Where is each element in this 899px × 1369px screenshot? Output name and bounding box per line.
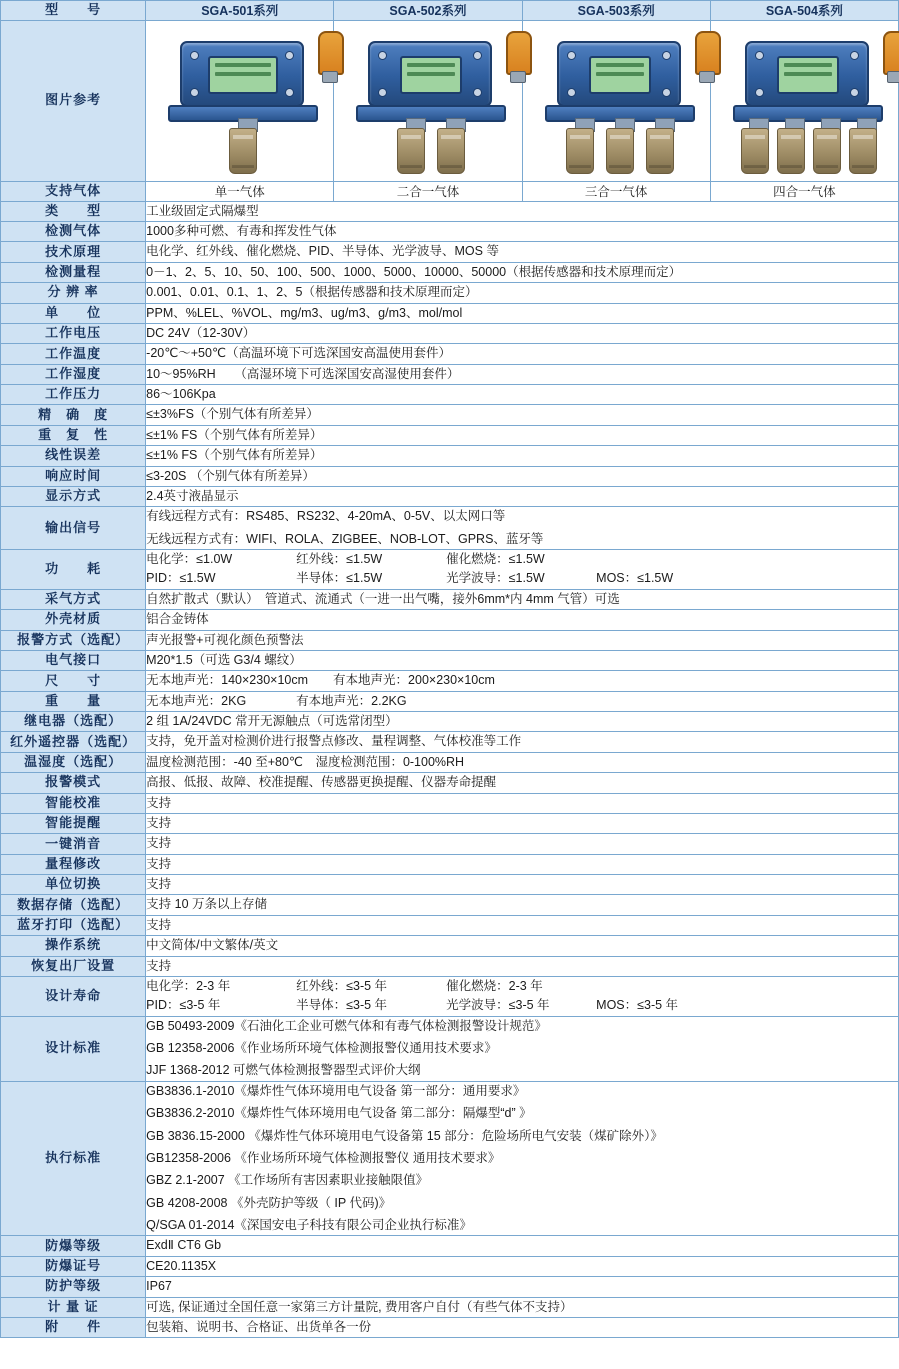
exec-standard-line: GB3836.2-2010《爆炸性气体环境用电气设备 第二部分：隔爆型“d” 》 <box>146 1106 532 1121</box>
row-label-exec-standard: 执行标准 <box>1 1081 146 1236</box>
row-value-accuracy: ≤±3%FS（个别气体有所差异） <box>146 405 899 425</box>
table-row <box>1 691 899 711</box>
row-value-explosion-proof-grade: ExdⅡ CT6 Gb <box>146 1236 899 1256</box>
row-label-working-temperature: 工作温度 <box>1 344 146 364</box>
row-value-size: 无本地声光：140×230×10cm 有本地声光：200×230×10cm <box>146 671 899 691</box>
row-value-temp-humidity-option: 温度检测范围：-40 至+80℃ 湿度检测范围：0-100%RH <box>146 752 899 772</box>
row-label-type: 类 型 <box>1 201 146 221</box>
model-502: SGA-502系列 <box>334 1 522 21</box>
row-value-weight: 无本地声光：2KG 有本地声光：2.2KG <box>146 691 899 711</box>
table-row <box>1 446 899 466</box>
row-value-accessories: 包装箱、说明书、合格证、出货单各一份 <box>146 1317 899 1337</box>
model-503: SGA-503系列 <box>522 1 710 21</box>
row-value-type: 工业级固定式隔爆型 <box>146 201 899 221</box>
row-label-image-reference: 图片参考 <box>1 20 146 181</box>
sensor-probe-icon <box>229 128 257 174</box>
row-value-detected-gas: 1000多种可燃、有毒和挥发性气体 <box>146 222 899 242</box>
row-value-design-lifetime <box>146 976 899 1016</box>
row-label-linear-error: 线性误差 <box>1 446 146 466</box>
table-row <box>1 486 899 506</box>
lifetime-pid: PID：≤3-5 年 <box>146 998 221 1013</box>
row-value-technology: 电化学、红外线、催化燃烧、PID、半导体、光学波导、MOS 等 <box>146 242 899 262</box>
power-line-2 <box>146 569 898 588</box>
table-row <box>1 589 899 609</box>
sensor-probe-icon <box>777 128 805 174</box>
table-row <box>1 956 899 976</box>
detector-display-icon <box>777 56 839 94</box>
design-standard-line: GB 12358-2006《作业场所环境气体检测报警仪通用技术要求》 <box>146 1041 497 1056</box>
row-label-display: 显示方式 <box>1 486 146 506</box>
row-value-smart-reminder: 支持 <box>146 813 899 833</box>
row-value-response-time: ≤3-20S （个别气体有所差异） <box>146 466 899 486</box>
row-value-repeatability: ≤±1% FS（个别气体有所差异） <box>146 425 899 445</box>
product-image-501 <box>146 20 334 181</box>
row-label-range-modify: 量程修改 <box>1 854 146 874</box>
table-row <box>1 385 899 405</box>
row-value-metrology-cert: 可选, 保证通过全国任意一家第三方计量院, 费用客户自付（有些气体不支持） <box>146 1297 899 1317</box>
lifetime-electrochemical: 电化学：2-3 年 <box>146 978 231 993</box>
sensor-probe-icon <box>437 128 465 174</box>
table-row <box>1 1236 899 1256</box>
design-standard-line: GB 50493-2009《石油化工企业可燃气体和有毒气体检测报警设计规范》 <box>146 1018 547 1033</box>
table-row <box>1 364 899 384</box>
table-row <box>1 242 899 262</box>
table-row <box>1 201 899 221</box>
row-label-electrical-interface: 电气接口 <box>1 650 146 670</box>
gas-support-501: 单一气体 <box>146 181 334 201</box>
row-label-repeatability: 重 复 性 <box>1 425 146 445</box>
row-label-range: 检测量程 <box>1 262 146 282</box>
table-row <box>1 222 899 242</box>
gas-support-504: 四合一气体 <box>710 181 898 201</box>
row-value-range: 0－1、2、5、10、50、100、500、1000、5000、10000、50000（根据传感器和技术原理而定） <box>146 262 899 282</box>
row-value-resolution: 0.001、0.01、0.1、1、2、5（根据传感器和技术原理而定） <box>146 283 899 303</box>
row-label-sampling: 采气方式 <box>1 589 146 609</box>
alarm-lamp-icon <box>883 31 899 75</box>
row-label-unit-switch: 单位切换 <box>1 875 146 895</box>
power-catalytic: 催化燃烧：≤1.5W <box>446 552 545 567</box>
row-value-exec-standard <box>146 1081 899 1236</box>
sensor-probe-icon <box>741 128 769 174</box>
table-row <box>1 875 899 895</box>
sensor-probe-icon <box>606 128 634 174</box>
power-line-1 <box>146 550 898 569</box>
row-label-ingress-protection: 防护等级 <box>1 1277 146 1297</box>
lifetime-line-2 <box>146 996 898 1015</box>
table-row <box>1 1277 899 1297</box>
row-label-relay-option: 继电器（选配） <box>1 712 146 732</box>
row-value-shell-material: 铝合金铸体 <box>146 610 899 630</box>
detector-housing-icon <box>745 41 869 107</box>
row-label-operating-system: 操作系统 <box>1 936 146 956</box>
row-value-design-standard <box>146 1016 899 1081</box>
row-value-power <box>146 550 899 590</box>
row-value-range-modify: 支持 <box>146 854 899 874</box>
row-value-linear-error: ≤±1% FS（个别气体有所差异） <box>146 446 899 466</box>
table-row <box>1 936 899 956</box>
detector-display-icon <box>208 56 278 94</box>
row-label-factory-reset: 恢复出厂设置 <box>1 956 146 976</box>
row-label-ir-remote-option: 红外遥控器（选配） <box>1 732 146 752</box>
row-label-design-lifetime: 设计寿命 <box>1 976 146 1016</box>
table-row-design-standard <box>1 1016 899 1081</box>
row-value-unit: PPM、%LEL、%VOL、mg/m3、ug/m3、g/m3、mol/mol <box>146 303 899 323</box>
exec-standard-line: GB 3836.15-2000 《爆炸性气体环境用电气设备第 15 部分：危险场所电气安装（煤矿除外）》 <box>146 1128 663 1143</box>
lifetime-mos: MOS：≤3-5 年 <box>596 998 679 1013</box>
table-row-output-signal <box>1 507 899 550</box>
row-value-data-storage-option: 支持 10 万条以上存储 <box>146 895 899 915</box>
table-row <box>1 671 899 691</box>
row-label-data-storage-option: 数据存储（选配） <box>1 895 146 915</box>
table-row <box>1 773 899 793</box>
sensor-probe-icon <box>566 128 594 174</box>
table-row <box>1 813 899 833</box>
exec-standard-line: GB3836.1-2010《爆炸性气体环境用电气设备 第一部分：通用要求》 <box>146 1083 526 1098</box>
exec-standard-line: GBZ 2.1-2007 《工作场所有害因素职业接触限值》 <box>146 1173 429 1188</box>
detector-housing-icon <box>557 41 681 107</box>
detector-illustration-3-probe <box>523 27 733 179</box>
row-label-alarm-modes: 报警模式 <box>1 773 146 793</box>
row-value-working-humidity: 10～95%RH （高湿环境下可选深国安高湿使用套件） <box>146 364 899 384</box>
table-row <box>1 854 899 874</box>
row-label-size: 尺 寸 <box>1 671 146 691</box>
table-row <box>1 793 899 813</box>
table-row-lifetime <box>1 976 899 1016</box>
table-row-images <box>1 20 899 181</box>
table-row-model-header <box>1 1 899 21</box>
row-value-factory-reset: 支持 <box>146 956 899 976</box>
table-row <box>1 732 899 752</box>
detector-illustration-2-probe <box>334 27 544 179</box>
row-label-technology: 技术原理 <box>1 242 146 262</box>
row-label-model: 型 号 <box>1 1 146 21</box>
table-row <box>1 303 899 323</box>
table-row-gas-support <box>1 181 899 201</box>
product-image-503 <box>522 20 710 181</box>
table-row <box>1 344 899 364</box>
row-value-operating-system: 中文简体/中文繁体/英文 <box>146 936 899 956</box>
lifetime-line-1 <box>146 977 898 996</box>
table-row <box>1 405 899 425</box>
table-row <box>1 262 899 282</box>
table-row <box>1 1317 899 1337</box>
model-504: SGA-504系列 <box>710 1 898 21</box>
row-label-metrology-cert: 计 量 证 <box>1 1297 146 1317</box>
row-label-detected-gas: 检测气体 <box>1 222 146 242</box>
table-row <box>1 610 899 630</box>
exec-standard-line: Q/SGA 01-2014《深国安电子科技有限公司企业执行标准》 <box>146 1218 472 1233</box>
detector-display-icon <box>589 56 651 94</box>
row-label-explosion-proof-grade: 防爆等级 <box>1 1236 146 1256</box>
table-row <box>1 425 899 445</box>
row-value-alarm-modes: 高报、低报、故障、校准提醒、传感器更换提醒、仪器寿命提醒 <box>146 773 899 793</box>
design-standard-line: JJF 1368-2012 可燃气体检测报警器型式评价大纲 <box>146 1063 421 1078</box>
product-image-504 <box>710 20 898 181</box>
row-value-output-signal <box>146 507 899 550</box>
row-value-relay-option: 2 组 1A/24VDC 常开无源触点（可选常闭型） <box>146 712 899 732</box>
row-label-alarm-mode-option: 报警方式（选配） <box>1 630 146 650</box>
row-value-smart-calibration: 支持 <box>146 793 899 813</box>
row-label-design-standard: 设计标准 <box>1 1016 146 1081</box>
detector-housing-icon <box>368 41 492 107</box>
row-label-explosion-proof-cert: 防爆证号 <box>1 1256 146 1276</box>
lifetime-semiconductor: 半导体：≤3-5 年 <box>296 998 388 1013</box>
table-row <box>1 752 899 772</box>
row-label-working-pressure: 工作压力 <box>1 385 146 405</box>
row-label-unit: 单 位 <box>1 303 146 323</box>
row-label-weight: 重 量 <box>1 691 146 711</box>
table-row <box>1 834 899 854</box>
row-value-unit-switch: 支持 <box>146 875 899 895</box>
row-label-smart-reminder: 智能提醒 <box>1 813 146 833</box>
row-label-one-key-mute: 一键消音 <box>1 834 146 854</box>
sensor-probe-icon <box>849 128 877 174</box>
row-label-accuracy: 精 确 度 <box>1 405 146 425</box>
table-row <box>1 630 899 650</box>
table-row-power <box>1 550 899 590</box>
table-row <box>1 1297 899 1317</box>
gas-support-502: 二合一气体 <box>334 181 522 201</box>
sensor-probe-icon <box>646 128 674 174</box>
row-label-accessories: 附 件 <box>1 1317 146 1337</box>
lifetime-catalytic: 催化燃烧：2-3 年 <box>446 978 543 993</box>
power-optical-waveguide: 光学波导：≤1.5W <box>446 571 545 586</box>
table-row <box>1 283 899 303</box>
row-value-working-pressure: 86～106Kpa <box>146 385 899 405</box>
row-value-sampling: 自然扩散式（默认） 管道式、流通式（一进一出气嘴，接外6mm*内 4mm 气管）可选 <box>146 589 899 609</box>
row-label-voltage: 工作电压 <box>1 323 146 343</box>
detector-display-icon <box>400 56 462 94</box>
row-label-bluetooth-print-option: 蓝牙打印（选配） <box>1 915 146 935</box>
table-row <box>1 1256 899 1276</box>
row-value-working-temperature: -20℃～+50℃（高温环境下可选深国安高温使用套件） <box>146 344 899 364</box>
row-label-smart-calibration: 智能校准 <box>1 793 146 813</box>
row-value-explosion-proof-cert: CE20.1135X <box>146 1256 899 1276</box>
gas-support-503: 三合一气体 <box>522 181 710 201</box>
row-label-response-time: 响应时间 <box>1 466 146 486</box>
output-signal-wireless: 无线远程方式有：WIFI、ROLA、ZIGBEE、NOB-LOT、GPRS、蓝牙等 <box>146 531 544 546</box>
table-row <box>1 323 899 343</box>
sensor-probe-icon <box>813 128 841 174</box>
table-row <box>1 915 899 935</box>
row-value-ingress-protection: IP67 <box>146 1277 899 1297</box>
model-501: SGA-501系列 <box>146 1 334 21</box>
table-row <box>1 895 899 915</box>
row-value-voltage: DC 24V（12-30V） <box>146 323 899 343</box>
power-semiconductor: 半导体：≤1.5W <box>296 571 383 586</box>
row-value-bluetooth-print-option: 支持 <box>146 915 899 935</box>
table-row <box>1 466 899 486</box>
detector-housing-icon <box>180 41 304 107</box>
row-label-temp-humidity-option: 温湿度（选配） <box>1 752 146 772</box>
row-label-resolution: 分 辨 率 <box>1 283 146 303</box>
row-value-electrical-interface: M20*1.5（可选 G3/4 螺纹） <box>146 650 899 670</box>
power-mos: MOS：≤1.5W <box>596 571 674 586</box>
row-value-alarm-mode-option: 声光报警+可视化颜色预警法 <box>146 630 899 650</box>
row-label-working-humidity: 工作湿度 <box>1 364 146 384</box>
table-row <box>1 712 899 732</box>
row-value-one-key-mute: 支持 <box>146 834 899 854</box>
row-label-shell-material: 外壳材质 <box>1 610 146 630</box>
product-image-502 <box>334 20 522 181</box>
exec-standard-line: GB 4208-2008 《外壳防护等级（ IP 代码)》 <box>146 1195 392 1210</box>
output-signal-wired: 有线远程方式有：RS485、RS232、4-20mA、0-5V、以太网口等 <box>146 509 506 524</box>
row-value-display: 2.4英寸液晶显示 <box>146 486 899 506</box>
power-electrochemical: 电化学：≤1.0W <box>146 552 233 567</box>
row-label-gas-support: 支持气体 <box>1 181 146 201</box>
table-row <box>1 650 899 670</box>
exec-standard-line: GB12358-2006 《作业场所环境气体检测报警仪 通用技术要求》 <box>146 1150 501 1165</box>
detector-illustration-1-probe <box>146 27 356 179</box>
lifetime-infrared: 红外线：≤3-5 年 <box>296 978 388 993</box>
row-value-ir-remote-option: 支持，免开盖对检测价进行报警点修改、量程调整、气体校准等工作 <box>146 732 899 752</box>
row-label-power: 功 耗 <box>1 550 146 590</box>
table-row-exec-standard <box>1 1081 899 1236</box>
sensor-probe-icon <box>397 128 425 174</box>
lifetime-optical-waveguide: 光学波导：≤3-5 年 <box>446 998 550 1013</box>
power-pid: PID：≤1.5W <box>146 571 216 586</box>
detector-illustration-4-probe <box>711 27 899 179</box>
row-label-output-signal: 输出信号 <box>1 507 146 550</box>
power-infrared: 红外线：≤1.5W <box>296 552 383 567</box>
